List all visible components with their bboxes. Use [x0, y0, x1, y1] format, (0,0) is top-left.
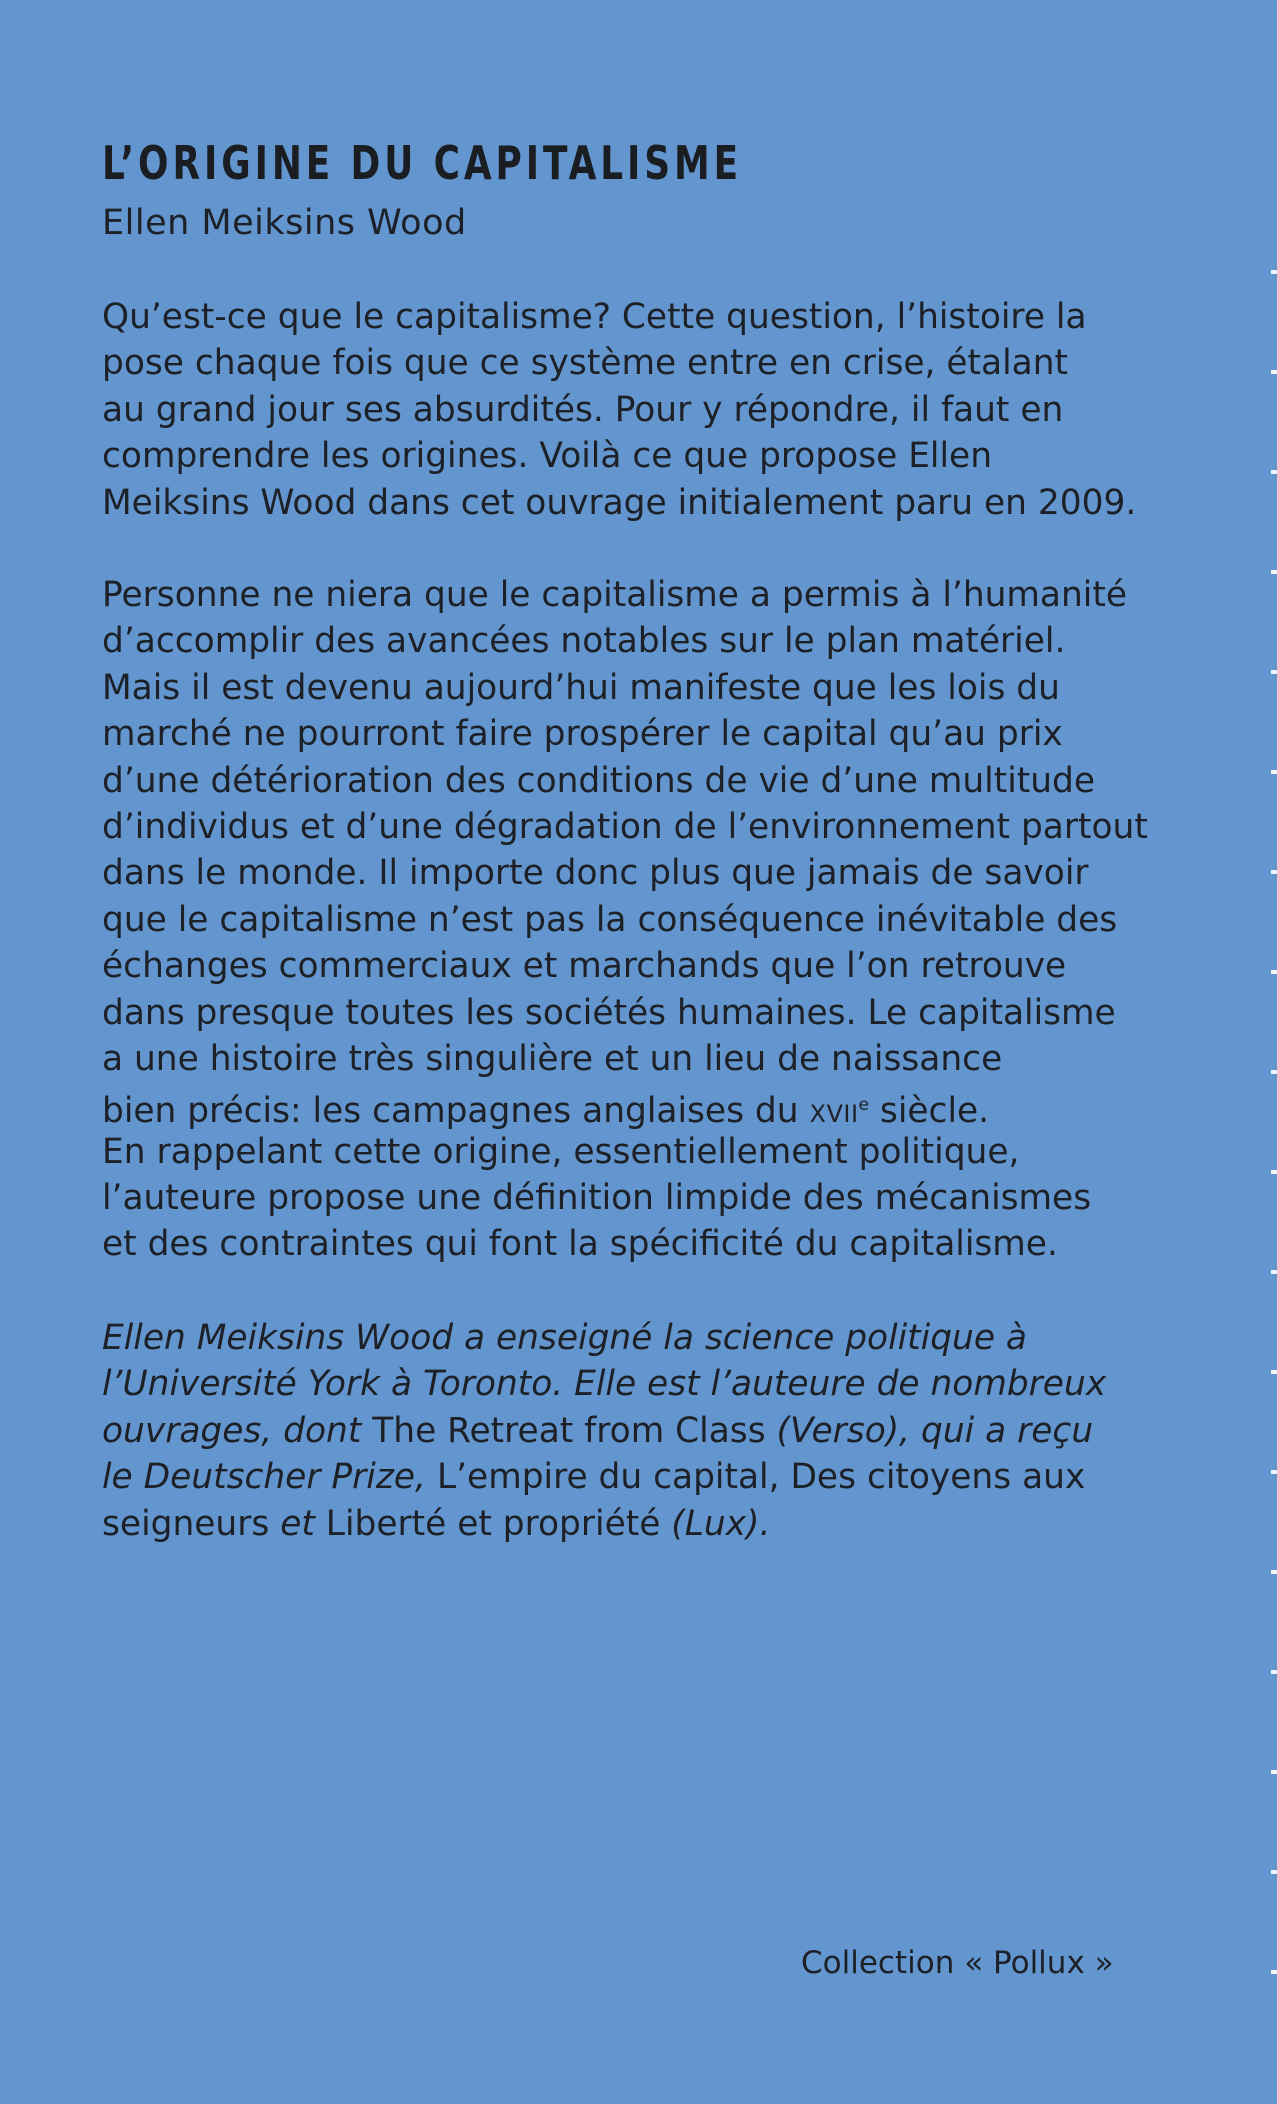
bio-line: [102, 1454, 1106, 1500]
text-line: au grand jour ses absurdités. Pour y répondre, il faut en: [102, 389, 1064, 430]
bio-fragment: et: [269, 1503, 326, 1544]
text-line: Personne ne niera que le capitalisme a permis à l’humanité: [102, 575, 1127, 615]
edge-mark: [1271, 1270, 1277, 1274]
text-fragment: bien précis: les campagnes anglaises du: [102, 1091, 810, 1132]
text-line: pose chaque fois que ce système entre en crise, étalant: [102, 343, 1069, 384]
text-line: a une histoire très singulière et un lieu de naissance: [102, 1038, 1003, 1079]
text-line: échanges commerciaux et marchands que l’on retrouve: [102, 946, 1067, 987]
text-fragment: siècle.: [868, 1091, 990, 1132]
edge-mark: [1271, 1070, 1277, 1074]
edge-mark: [1271, 270, 1277, 274]
book-reference: seigneurs: [102, 1503, 270, 1544]
bio-line: [102, 1501, 1106, 1547]
book-reference: The Retreat from Class: [372, 1410, 766, 1451]
edge-mark: [1271, 970, 1277, 974]
edge-mark: [1271, 1570, 1277, 1574]
text-line-century: [102, 1082, 1148, 1132]
text-line: Mais il est devenu aujourd’hui manifeste que les lois du: [102, 667, 1060, 708]
century-numeral: XVII: [809, 1100, 859, 1129]
bio-fragment: ouvrages, dont: [102, 1410, 373, 1451]
text-line: l’auteure propose une définition limpide des mécanismes: [102, 1178, 1092, 1219]
edge-mark: [1271, 470, 1277, 474]
text-line: d’accomplir des avancées notables sur le plan matériel.: [102, 621, 1066, 662]
blurb-paragraph-intro: [102, 294, 1136, 526]
edge-mark: [1271, 770, 1277, 774]
blurb-paragraph-main: [102, 572, 1148, 1268]
edge-mark: [1271, 870, 1277, 874]
book-author: Ellen Meiksins Wood: [102, 203, 467, 243]
bio-fragment: le Deutscher Prize,: [102, 1457, 437, 1498]
edge-mark: [1271, 1470, 1277, 1474]
century-suffix: e: [858, 1095, 869, 1116]
text-line: dans le monde. Il importe donc plus que jamais de savoir: [102, 853, 1089, 894]
edge-mark: [1271, 1870, 1277, 1874]
author-bio: [102, 1315, 1106, 1547]
collection-label: Collection « Pollux »: [801, 1945, 1114, 1981]
edge-mark: [1271, 1970, 1277, 1974]
edge-mark: [1271, 1670, 1277, 1674]
text-line: dans presque toutes les sociétés humaines. Le capitalisme: [102, 992, 1116, 1033]
edge-mark: [1271, 1170, 1277, 1174]
edge-mark: [1271, 1370, 1277, 1374]
edge-mark: [1271, 370, 1277, 374]
edge-mark: [1271, 570, 1277, 574]
text-line: et des contraintes qui font la spécificité du capitalisme.: [102, 1224, 1058, 1265]
text-line: En rappelant cette origine, essentiellement politique,: [102, 1131, 1020, 1172]
book-reference: L’empire du capital, Des citoyens aux: [436, 1457, 1086, 1498]
text-line: Qu’est-ce que le capitalisme? Cette question, l’histoire la: [102, 297, 1087, 337]
text-line: d’individus et d’une dégradation de l’environnement partout: [102, 806, 1148, 847]
edge-marks: [1271, 0, 1277, 2104]
text-line: d’une détérioration des conditions de vie d’une multitude: [102, 760, 1096, 801]
bio-fragment: (Lux).: [660, 1503, 771, 1544]
bio-line: l’Université York à Toronto. Elle est l’auteure de nombreux: [102, 1364, 1107, 1405]
text-line: Meiksins Wood dans cet ouvrage initialement paru en 2009.: [102, 482, 1137, 523]
bio-line: [102, 1408, 1106, 1454]
edge-mark: [1271, 1770, 1277, 1774]
edge-mark: [1271, 670, 1277, 674]
text-line: comprendre les origines. Voilà ce que propose Ellen: [102, 436, 992, 477]
text-line: que le capitalisme n’est pas la conséquence inévitable des: [102, 899, 1118, 940]
text-line: marché ne pourront faire prospérer le capital qu’au prix: [102, 714, 1063, 755]
bio-fragment: (Verso), qui a reçu: [765, 1410, 1094, 1451]
book-title: L’ORIGINE DU CAPITALISME: [102, 136, 743, 190]
bio-line: Ellen Meiksins Wood a enseigné la science politique à: [102, 1318, 1028, 1358]
book-reference: Liberté et propriété: [325, 1503, 661, 1544]
